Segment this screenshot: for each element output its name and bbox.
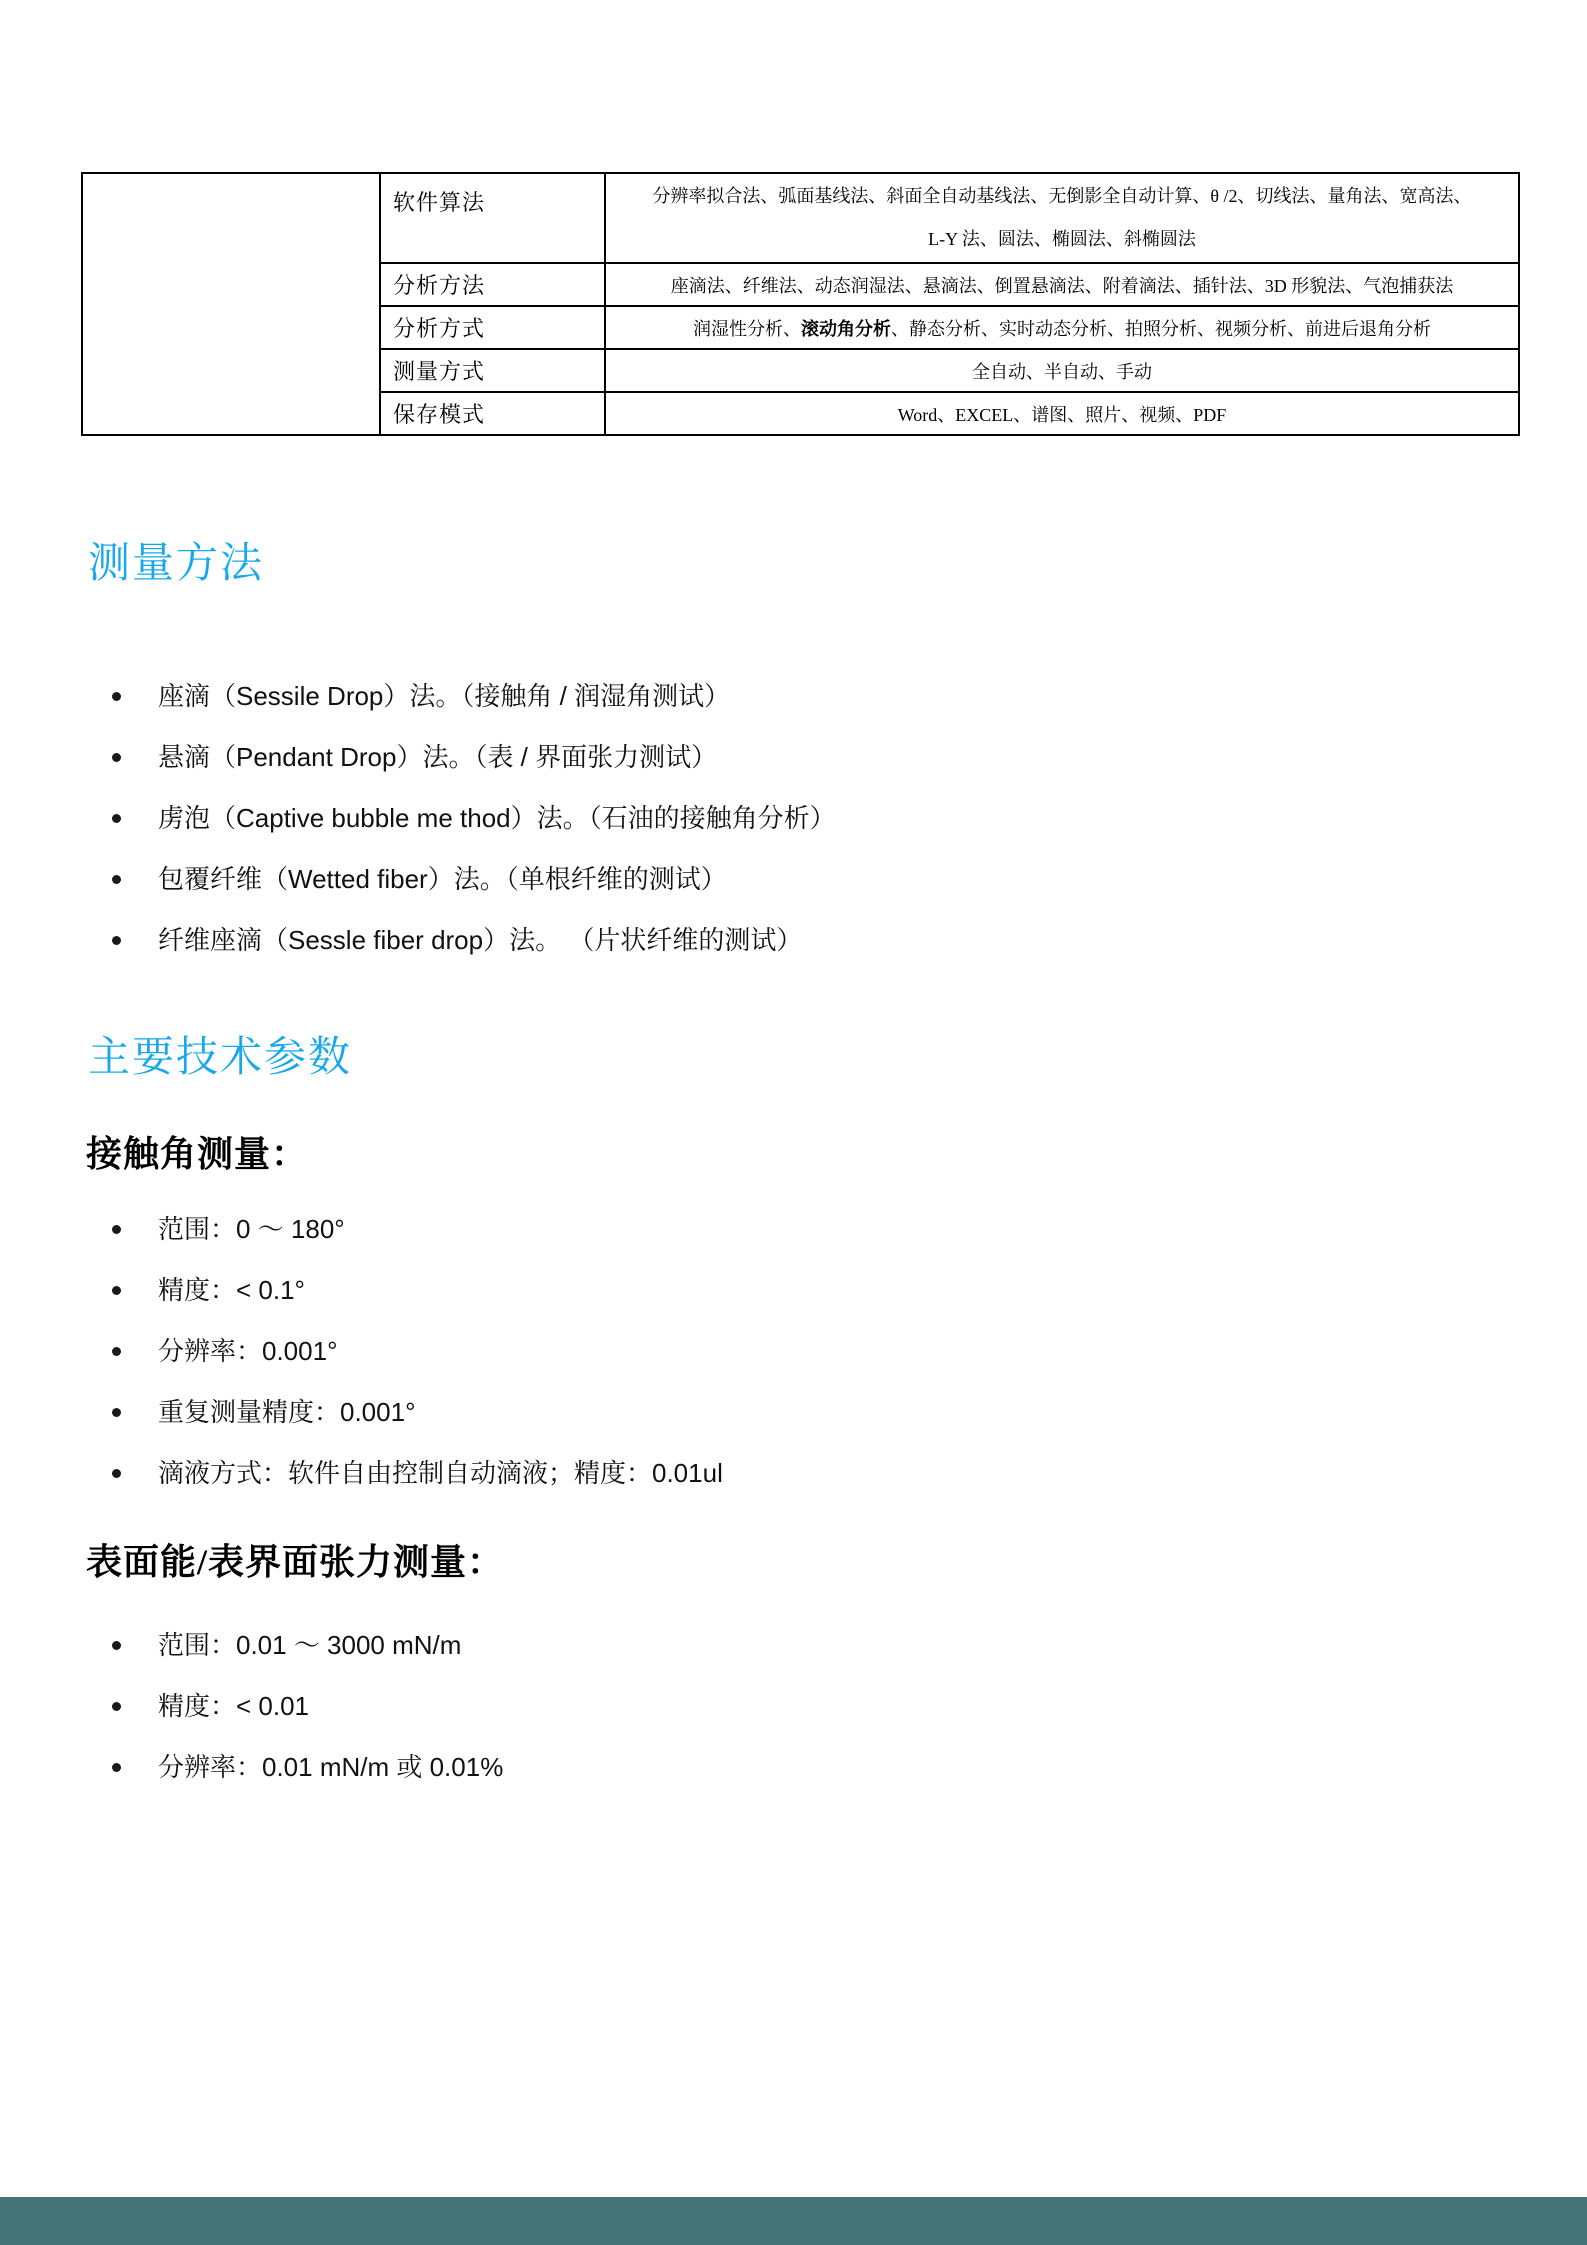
spec-label: 分析方式: [380, 306, 605, 349]
spec-value: Word、EXCEL、谱图、照片、视频、PDF: [605, 392, 1519, 435]
spec-label: 软件算法: [380, 173, 605, 263]
bullet-list-measurement-methods: [112, 681, 836, 986]
bullet-icon: [112, 1469, 121, 1478]
bullet-icon: [112, 814, 121, 823]
bullet-list-contact-angle: [112, 1214, 723, 1519]
bullet-icon: [112, 875, 121, 884]
list-item: [112, 1275, 723, 1336]
spec-value-line2: L-Y 法、圆法、椭圆法、斜椭圆法: [928, 229, 1196, 249]
list-item: [112, 925, 836, 986]
bullet-list-surface-tension: [112, 1630, 503, 1813]
bullet-icon: [112, 1286, 121, 1295]
table-row: [82, 173, 1519, 263]
list-item-text: 纤维座滴（Sessle fiber drop）法。 （片状纤维的测试）: [158, 925, 803, 955]
list-item-text: 分辨率：0.001°: [158, 1336, 338, 1366]
bullet-icon: [112, 936, 121, 945]
spec-table-empty-cell: [82, 173, 380, 435]
list-item: [112, 803, 836, 864]
list-item-text: 精度：< 0.01: [158, 1691, 310, 1721]
list-item: [112, 1458, 723, 1519]
list-item-text: 虏泡（Captive bubble me thod）法。（石油的接触角分析）: [158, 803, 836, 833]
footer-accent-bar: [0, 2197, 1587, 2245]
spec-label: 保存模式: [380, 392, 605, 435]
list-item-text: 包覆纤维（Wetted fiber）法。（单根纤维的测试）: [158, 864, 727, 894]
bullet-icon: [112, 1347, 121, 1356]
bullet-icon: [112, 753, 121, 762]
list-item-text: 悬滴（Pendant Drop）法。（表 / 界面张力测试）: [158, 742, 718, 772]
spec-value-line1: 分辨率拟合法、弧面基线法、斜面全自动基线法、无倒影全自动计算、θ /2、切线法、量角法、宽高法、: [652, 186, 1472, 206]
spec-label: 分析方法: [380, 263, 605, 306]
subheading-surface-tension: 表面能/表界面张力测量：: [86, 1542, 505, 1582]
spec-value: [605, 173, 1519, 263]
bullet-icon: [112, 1702, 121, 1711]
bullet-icon: [112, 1763, 121, 1772]
list-item: [112, 1397, 723, 1458]
list-item: [112, 864, 836, 925]
spec-value: [605, 306, 1519, 349]
list-item: [112, 1752, 503, 1813]
list-item: [112, 1691, 503, 1752]
list-item-text: 精度：< 0.1°: [158, 1275, 305, 1305]
bullet-icon: [112, 1408, 121, 1417]
list-item-text: 重复测量精度：0.001°: [158, 1397, 416, 1427]
heading-tech-params: 主要技术参数: [88, 1035, 353, 1081]
list-item-text: 滴液方式：软件自由控制自动滴液；精度：0.01ul: [158, 1458, 723, 1488]
bullet-icon: [112, 1225, 121, 1234]
spec-table: [81, 172, 1520, 436]
heading-measurement-methods: 测量方法: [88, 541, 265, 587]
subheading-contact-angle: 接触角测量：: [86, 1134, 309, 1174]
spec-value: 座滴法、纤维法、动态润湿法、悬滴法、倒置悬滴法、附着滴法、插针法、3D 形貌法、气泡捕获法: [605, 263, 1519, 306]
list-item: [112, 1630, 503, 1691]
list-item-text: 范围：0.01 ～ 3000 mN/m: [158, 1630, 462, 1660]
list-item-text: 座滴（Sessile Drop）法。（接触角 / 润湿角测试）: [158, 681, 731, 711]
spec-value: 全自动、半自动、手动: [605, 349, 1519, 392]
list-item: [112, 1214, 723, 1275]
bullet-icon: [112, 1641, 121, 1650]
bullet-icon: [112, 692, 121, 701]
spec-value-segment: 润湿性分析、: [693, 318, 801, 339]
spec-label: 测量方式: [380, 349, 605, 392]
list-item-text: 范围：0 ～ 180°: [158, 1214, 345, 1244]
spec-value-bold-segment: 滚动角分析: [801, 318, 891, 339]
list-item: [112, 681, 836, 742]
list-item: [112, 742, 836, 803]
list-item-text: 分辨率：0.01 mN/m 或 0.01%: [158, 1752, 504, 1782]
spec-value-segment: 、静态分析、实时动态分析、拍照分析、视频分析、前进后退角分析: [891, 318, 1431, 339]
list-item: [112, 1336, 723, 1397]
